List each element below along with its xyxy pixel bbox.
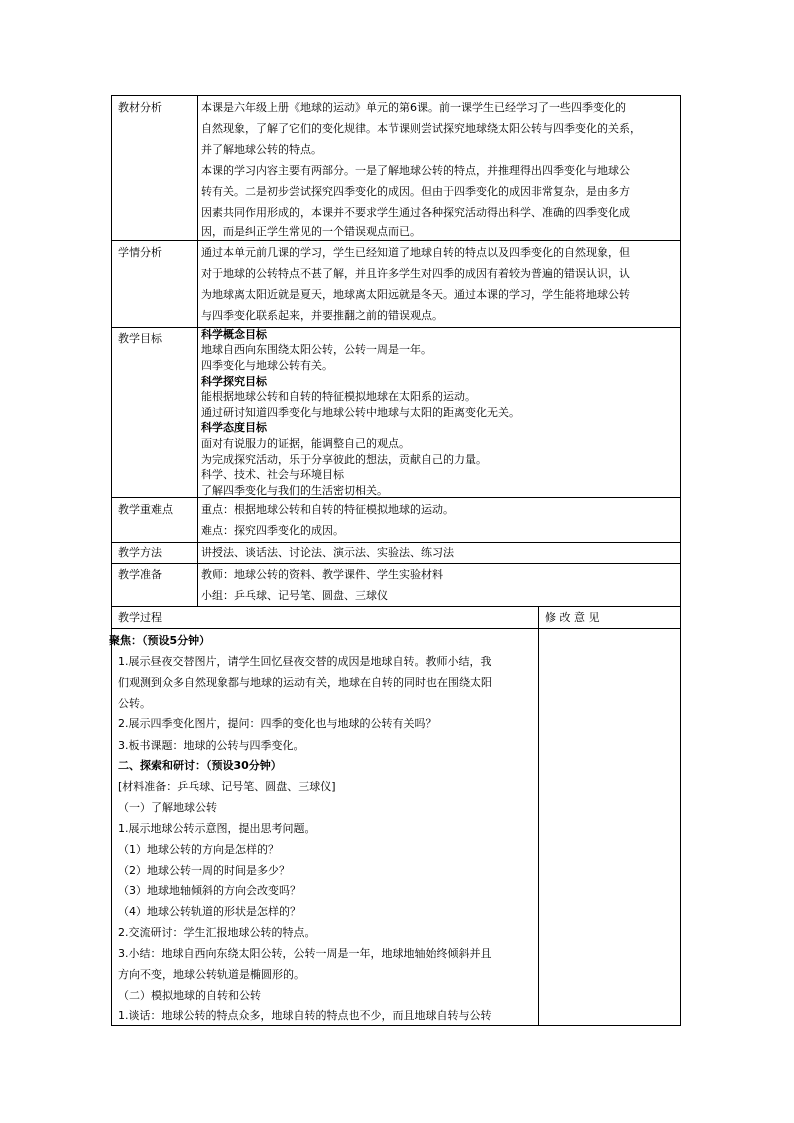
process-line: 们观测到众多自然现象都与地球的运动有关，地球在自转的同时也在围绕太阳 [118, 676, 492, 689]
methods-label: 教学方法 [118, 546, 162, 559]
process-line: （2）地球公转一周的时间是多少？ [118, 864, 290, 877]
objective-heading: 科学概念目标 [201, 328, 267, 341]
objective-item: 为完成探究活动，乐于分享彼此的想法，贡献自己的力量。 [201, 453, 487, 466]
objective-item: 通过研讨知道四季变化与地球公转中地球与太阳的距离变化无关。 [201, 406, 520, 419]
difficult-point-line: 难点：探究四季变化的成因。 [201, 524, 344, 537]
textbook-analysis-text-line: 转有关。二是初步尝试探究四季变化的成因。但由于四季变化的成因非常复杂，是由多方 [201, 185, 630, 198]
objective-item: 四季变化与地球公转有关。 [201, 359, 333, 372]
process-section-heading: 二、探索和研讨：（预设30分钟） [118, 759, 282, 772]
textbook-analysis-text-line: 自然现象，了解了它们的变化规律。本节课则尝试探究地球绕太阳公转与四季变化的关系， [201, 122, 641, 135]
key-points-label: 教学重难点 [118, 503, 173, 516]
preparation-line: 教师：地球公转的资料、教学课件、学生实验材料 [201, 568, 443, 581]
process-line: （4）地球公转轨道的形状是怎样的？ [118, 905, 301, 918]
textbook-analysis-text-line: 并了解地球公转的特点。 [201, 143, 322, 156]
learner-analysis-text-line: 与四季变化联系起来，并要推翻之前的错误观点。 [201, 309, 443, 322]
process-label: 教学过程 [118, 611, 162, 624]
key-point-line: 重点：根据地球公转和自转的特征模拟地球的运动。 [201, 503, 454, 516]
table-border-left [111, 95, 112, 1026]
learner-analysis-text-line: 对于地球的公转特点不甚了解，并且许多学生对四季的成因有着较为普遍的错误认识，认 [201, 267, 630, 280]
process-line: （二）模拟地球的自转和公转 [118, 989, 261, 1002]
methods-text: 讲授法、谈话法、讨论法、演示法、实验法、练习法 [201, 546, 454, 559]
process-section-heading: 聚焦：（预设5分钟） [109, 634, 211, 647]
process-line: 方向不变，地球公转轨道是椭圆形的。 [118, 968, 305, 981]
process-line: 2.展示四季变化图片，提问：四季的变化也与地球的公转有关吗？ [118, 717, 437, 730]
process-line: 1.谈话：地球公转的特点众多，地球自转的特点也不少，而且地球自转与公转 [118, 1009, 492, 1022]
preparation-label: 教学准备 [118, 568, 162, 581]
process-line: 公转。 [118, 697, 151, 710]
process-line: [材料准备：乒乓球、记号笔、圆盘、三球仪] [118, 780, 336, 793]
textbook-analysis-label: 教材分析 [118, 101, 162, 114]
objective-item: 地球自西向东围绕太阳公转，公转一周是一年。 [201, 343, 432, 356]
objective-item: 能根据地球公转和自转的特征模拟地球在太阳系的运动。 [201, 390, 476, 403]
label-column-divider [197, 95, 198, 607]
textbook-analysis-text-line: 因素共同作用形成的，本课并不要求学生通过各种探究活动得出科学、准确的四季变化成 [201, 206, 630, 219]
textbook-analysis-text-line: 本课是六年级上册《地球的运动》单元的第6课。前一课学生已经学习了一些四季变化的 [201, 101, 626, 114]
objective-item: 了解四季变化与我们的生活密切相关。 [201, 484, 388, 497]
learner-analysis-label: 学情分析 [118, 246, 162, 259]
process-line: （一）了解地球公转 [118, 801, 217, 814]
revision-notes-label: 修 改 意 见 [545, 611, 600, 624]
objective-heading: 科学探究目标 [201, 375, 267, 388]
table-border-right [680, 95, 681, 1026]
process-line: 3.小结：地球自西向东绕太阳公转，公转一周是一年，地球地轴始终倾斜并且 [118, 947, 492, 960]
process-line: 2.交流研讨：学生汇报地球公转的特点。 [118, 926, 316, 939]
process-line: （3）地球地轴倾斜的方向会改变吗？ [118, 884, 301, 897]
revision-column-divider [538, 606, 539, 1026]
objective-heading: 科学、技术、社会与环境目标 [201, 468, 344, 481]
preparation-line: 小组：乒乓球、记号笔、圆盘、三球仪 [201, 589, 388, 602]
objective-heading: 科学态度目标 [201, 421, 267, 434]
textbook-analysis-text-line: 本课的学习内容主要有两部分。一是了解地球公转的特点，并推理得出四季变化与地球公 [201, 164, 630, 177]
textbook-analysis-text-line: 因，而是纠正学生常见的一个错误观点而已。 [201, 225, 421, 238]
process-line: 1.展示昼夜交替图片，请学生回忆昼夜交替的成因是地球自转。教师小结，我 [118, 655, 492, 668]
objectives-label: 教学目标 [118, 332, 162, 345]
objective-item: 面对有说服力的证据，能调整自己的观点。 [201, 437, 410, 450]
process-line: （1）地球公转的方向是怎样的？ [118, 843, 279, 856]
process-line: 3.板书课题：地球的公转与四季变化。 [118, 739, 305, 752]
row-divider [111, 628, 681, 629]
process-line: 1.展示地球公转示意图，提出思考问题。 [118, 822, 316, 835]
learner-analysis-text-line: 通过本单元前几课的学习，学生已经知道了地球自转的特点以及四季变化的自然现象，但 [201, 246, 630, 259]
learner-analysis-text-line: 为地球离太阳近就是夏天，地球离太阳远就是冬天。通过本课的学习，学生能将地球公转 [201, 288, 630, 301]
